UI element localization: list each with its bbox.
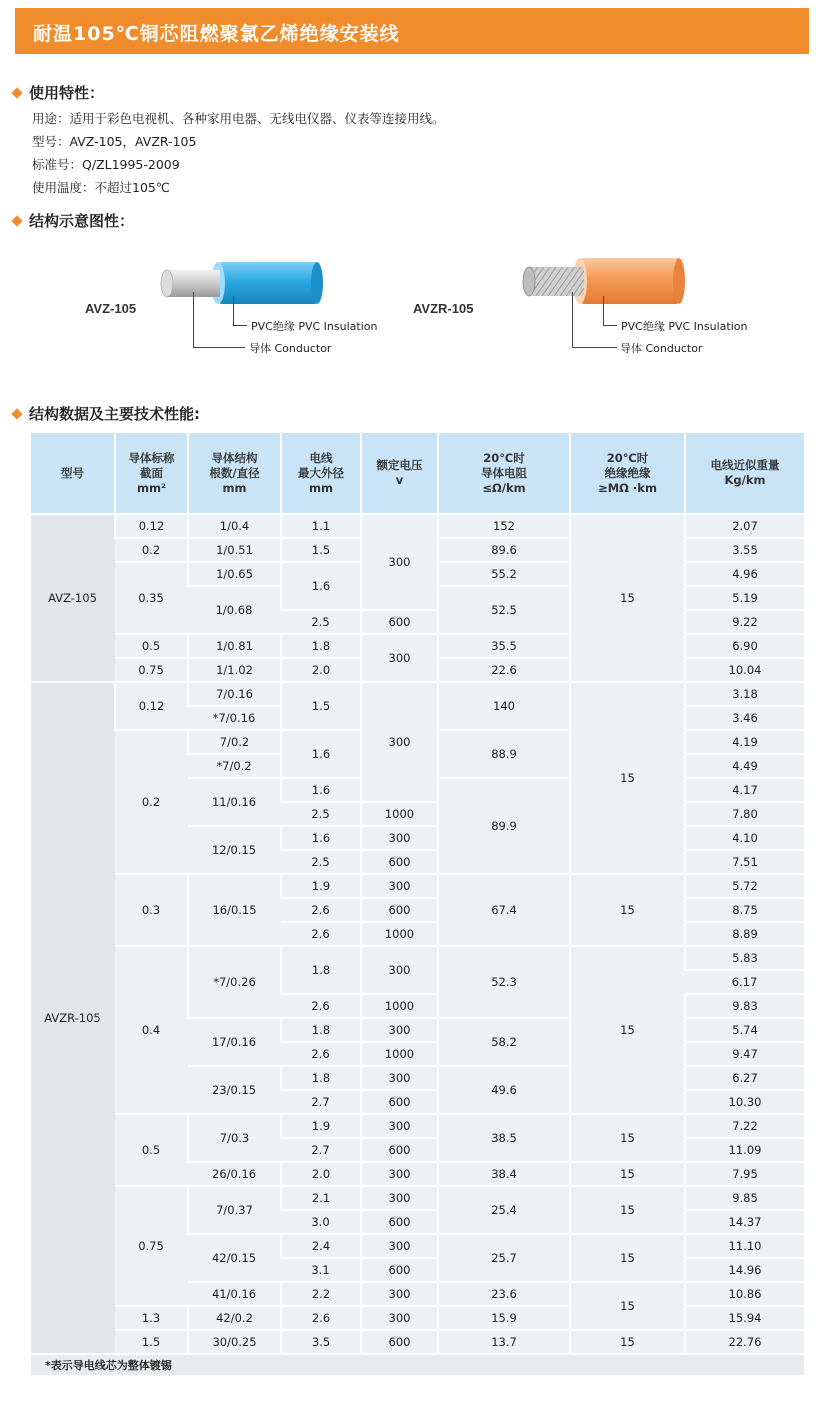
conductor-leader-line: [193, 292, 194, 348]
table-cell: 0.3: [115, 874, 188, 946]
table-cell: 25.7: [438, 1234, 570, 1282]
table-cell: 58.2: [438, 1018, 570, 1066]
table-cell: 1.6: [281, 778, 361, 802]
table-cell: 1.9: [281, 874, 361, 898]
table-cell: 1/0.4: [188, 514, 281, 538]
table-cell: 0.75: [115, 658, 188, 682]
table-note-row: [31, 1354, 804, 1376]
table-cell: 7.51: [685, 850, 804, 874]
title-banner: [15, 8, 809, 54]
table-cell: 8.75: [685, 898, 804, 922]
table-cell: 15: [570, 1162, 685, 1186]
avzr-model-label: AVZR-105: [413, 301, 474, 316]
table-cell: 300: [361, 874, 438, 898]
table-cell: 2.1: [281, 1186, 361, 1210]
table-cell: 3.55: [685, 538, 804, 562]
page-title: 耐温105℃铜芯阻燃聚氯乙烯绝缘安装线: [33, 23, 400, 45]
table-row: [31, 874, 804, 898]
table-cell: 300: [361, 682, 438, 802]
table-cell: 15: [570, 514, 685, 682]
table-cell: 2.6: [281, 994, 361, 1018]
table-cell: 600: [361, 610, 438, 634]
table-cell: 49.6: [438, 1066, 570, 1114]
table-cell: 1.8: [281, 946, 361, 994]
table-cell: *7/0.26: [188, 946, 281, 1018]
table-body: [31, 514, 804, 1376]
table-cell: 0.5: [115, 1114, 188, 1186]
table-cell: 10.86: [685, 1282, 804, 1306]
table-cell: 5.72: [685, 874, 804, 898]
column-header-line: 20℃时: [606, 450, 649, 465]
table-cell: 15: [570, 1330, 685, 1354]
table-cell: 30/0.25: [188, 1330, 281, 1354]
table-cell: 15: [570, 1186, 685, 1234]
table-cell: 600: [361, 1210, 438, 1234]
table-cell: 42/0.15: [188, 1234, 281, 1282]
column-header: [438, 433, 570, 514]
table-row: [31, 682, 804, 706]
table-cell: 17/0.16: [188, 1018, 281, 1066]
table-cell: 42/0.2: [188, 1306, 281, 1330]
table-cell: 15: [570, 946, 685, 1114]
column-header-line: mm: [222, 480, 247, 495]
column-header-line: ≥MΩ ·km: [598, 480, 657, 495]
table-cell: 3.5: [281, 1330, 361, 1354]
table-cell: 1.8: [281, 1066, 361, 1090]
table-cell: 1000: [361, 1042, 438, 1066]
table-cell: 0.35: [115, 562, 188, 634]
table-cell: 300: [361, 1066, 438, 1090]
table-cell: 12/0.15: [188, 826, 281, 874]
table-cell: 9.83: [685, 994, 804, 1018]
temperature-line: 使用温度：不超过105℃: [32, 180, 170, 195]
table-cell: 1000: [361, 802, 438, 826]
avz-wire-illustration: [160, 258, 325, 308]
table-cell: 3.0: [281, 1210, 361, 1234]
column-header-line: 电线: [309, 450, 333, 465]
table-cell: 600: [361, 1330, 438, 1354]
table-cell: 2.07: [685, 514, 804, 538]
insulation-leader-line: [603, 325, 617, 326]
table-cell: 6.27: [685, 1066, 804, 1090]
table-cell: 10.30: [685, 1090, 804, 1114]
avzr-conductor-callout: 导体 Conductor: [620, 342, 703, 355]
table-cell: 38.5: [438, 1114, 570, 1162]
table-cell: 35.5: [438, 634, 570, 658]
table-row: [31, 946, 804, 970]
diamond-bullet-icon: [11, 215, 22, 226]
structure-heading: 结构示意图性：: [13, 210, 134, 231]
conductor-leader-line: [193, 347, 245, 348]
table-cell: 89.9: [438, 778, 570, 874]
column-header-line: 导体结构: [211, 450, 258, 465]
table-cell: 2.5: [281, 850, 361, 874]
table-footnote: *表示导电线芯为整体镀锡: [31, 1354, 804, 1376]
table-cell: 55.2: [438, 562, 570, 586]
table-cell: 300: [361, 1162, 438, 1186]
column-header-line: 最大外径: [298, 465, 344, 480]
column-header-line: 导体标称: [128, 450, 175, 465]
table-cell: 38.4: [438, 1162, 570, 1186]
column-header-line: 额定电压: [376, 458, 423, 472]
table-cell: 5.19: [685, 586, 804, 610]
table-cell: 3.18: [685, 682, 804, 706]
table-cell: 52.3: [438, 946, 570, 1018]
table-cell: 23/0.15: [188, 1066, 281, 1114]
table-row: [31, 1330, 804, 1354]
table-cell: 4.10: [685, 826, 804, 850]
table-cell: 11/0.16: [188, 778, 281, 826]
table-cell: 7/0.3: [188, 1114, 281, 1162]
table-cell: 4.49: [685, 754, 804, 778]
table-cell: 41/0.16: [188, 1282, 281, 1306]
table-cell: 11.09: [685, 1138, 804, 1162]
table-cell: 300: [361, 1234, 438, 1258]
table-cell: 300: [361, 1282, 438, 1306]
table-cell: 0.2: [115, 730, 188, 874]
table-row: [31, 514, 804, 538]
table-cell: 2.7: [281, 1138, 361, 1162]
column-header: [31, 433, 115, 514]
table-cell: 15: [570, 1234, 685, 1282]
table-row: [31, 1186, 804, 1210]
standard-line: 标准号：Q/ZL1995-2009: [32, 157, 180, 172]
table-cell: 2.4: [281, 1234, 361, 1258]
table-cell: 1/0.65: [188, 562, 281, 586]
table-cell: 300: [361, 946, 438, 994]
table-cell: 0.75: [115, 1186, 188, 1306]
insulation-leader-line: [233, 296, 234, 326]
table-cell: 300: [361, 826, 438, 850]
table-cell: 300: [361, 514, 438, 610]
table-cell: 600: [361, 850, 438, 874]
table-cell: 1.3: [115, 1306, 188, 1330]
table-cell: 1.1: [281, 514, 361, 538]
table-cell: 2.6: [281, 898, 361, 922]
table-cell: 1/0.68: [188, 586, 281, 634]
table-row: [31, 634, 804, 658]
avzr-insulation-callout: PVC绝缘 PVC Insulation: [621, 320, 748, 333]
table-cell: 1.5: [281, 538, 361, 562]
table-cell: 16/0.15: [188, 874, 281, 946]
table-cell: 7/0.16: [188, 682, 281, 706]
table-cell: *7/0.16: [188, 706, 281, 730]
table-cell: 6.17: [685, 970, 804, 994]
table-cell: 2.5: [281, 802, 361, 826]
column-header-line: 导体电阻: [481, 465, 527, 480]
table-cell: 1.6: [281, 826, 361, 850]
table-cell: AVZ-105: [31, 514, 115, 682]
table-cell: 1/0.51: [188, 538, 281, 562]
table-cell: 22.6: [438, 658, 570, 682]
table-cell: 2.0: [281, 1162, 361, 1186]
table-cell: 5.83: [685, 946, 804, 970]
column-header-line: 截面: [140, 465, 163, 480]
table-cell: 0.12: [115, 514, 188, 538]
table-cell: 15.9: [438, 1306, 570, 1330]
table-cell: 14.37: [685, 1210, 804, 1234]
table-cell: 1.9: [281, 1114, 361, 1138]
column-header-line: 电线近似重量: [710, 458, 780, 472]
column-header-line: mm²: [136, 480, 166, 495]
table-cell: 0.4: [115, 946, 188, 1114]
table-cell: 2.6: [281, 1306, 361, 1330]
column-header-line: mm: [309, 480, 333, 495]
table-cell: 5.74: [685, 1018, 804, 1042]
table-cell: 140: [438, 682, 570, 730]
table-cell: 300: [361, 1186, 438, 1210]
table-cell: 3.46: [685, 706, 804, 730]
column-header: [281, 433, 361, 514]
table-cell: 15.94: [685, 1306, 804, 1330]
table-cell: 0.5: [115, 634, 188, 658]
table-cell: 9.22: [685, 610, 804, 634]
column-header: [188, 433, 281, 514]
column-header: [361, 433, 438, 514]
table-cell: 4.17: [685, 778, 804, 802]
avz-conductor-callout: 导体 Conductor: [249, 342, 332, 355]
table-row: [31, 1306, 804, 1330]
table-header-row: [31, 433, 804, 514]
table-cell: 2.2: [281, 1282, 361, 1306]
table-cell: 2.5: [281, 610, 361, 634]
table-cell: 25.4: [438, 1186, 570, 1234]
table-cell: 4.19: [685, 730, 804, 754]
table-cell: 67.4: [438, 874, 570, 946]
table-cell: 10.04: [685, 658, 804, 682]
model-line: 型号：AVZ-105，AVZR-105: [32, 134, 197, 149]
avz-model-label: AVZ-105: [85, 301, 137, 316]
conductor-leader-line: [572, 347, 617, 348]
technical-data-table: [31, 433, 804, 1377]
table-cell: 1.5: [281, 682, 361, 730]
table-cell: *7/0.2: [188, 754, 281, 778]
table-cell: AVZR-105: [31, 682, 115, 1354]
avzr-wire-illustration: [522, 254, 687, 308]
table-cell: 2.0: [281, 658, 361, 682]
table-cell: 300: [361, 1018, 438, 1042]
usage-line: 用途：适用于彩色电视机、各种家用电器、无线电仪器、仪表等连接用线。: [32, 111, 445, 126]
table-cell: 15: [570, 1114, 685, 1162]
table-cell: 7.80: [685, 802, 804, 826]
table-cell: 0.12: [115, 682, 188, 730]
column-header-line: Kg/km: [724, 473, 766, 487]
table-cell: 1.8: [281, 634, 361, 658]
column-header-line: ≤Ω/km: [482, 480, 526, 495]
avz-insulation-callout: PVC绝缘 PVC Insulation: [251, 320, 378, 333]
table-cell: 22.76: [685, 1330, 804, 1354]
data-heading: 结构数据及主要技术性能:: [13, 403, 200, 424]
column-header: [115, 433, 188, 514]
table-cell: 7/0.2: [188, 730, 281, 754]
table-cell: 14.96: [685, 1258, 804, 1282]
table-cell: 8.89: [685, 922, 804, 946]
table-cell: 9.47: [685, 1042, 804, 1066]
diamond-bullet-icon: [11, 87, 22, 98]
column-header-line: 绝缘绝缘: [604, 465, 651, 480]
table-cell: 13.7: [438, 1330, 570, 1354]
features-heading: 使用特性：: [13, 82, 104, 103]
table-cell: 0.2: [115, 538, 188, 562]
table-cell: 152: [438, 514, 570, 538]
table-cell: 600: [361, 1090, 438, 1114]
column-header-line: 20℃时: [483, 450, 525, 465]
table-cell: 300: [361, 634, 438, 682]
insulation-leader-line: [233, 325, 247, 326]
table-cell: 1.6: [281, 730, 361, 778]
table-cell: 600: [361, 1258, 438, 1282]
table-cell: 2.6: [281, 922, 361, 946]
table-cell: 600: [361, 898, 438, 922]
table-cell: 26/0.16: [188, 1162, 281, 1186]
table-cell: 1.8: [281, 1018, 361, 1042]
table-cell: 15: [570, 874, 685, 946]
table-row: [31, 1114, 804, 1138]
column-header-line: 根数/直径: [209, 465, 260, 480]
table-cell: 4.96: [685, 562, 804, 586]
table-cell: 300: [361, 1114, 438, 1138]
table-cell: 15: [570, 682, 685, 874]
table-cell: 7.22: [685, 1114, 804, 1138]
table-cell: 1.5: [115, 1330, 188, 1354]
table-cell: 7/0.37: [188, 1186, 281, 1234]
table-cell: 89.6: [438, 538, 570, 562]
table-cell: 6.90: [685, 634, 804, 658]
table-cell: 23.6: [438, 1282, 570, 1306]
diamond-bullet-icon: [11, 408, 22, 419]
table-cell: 600: [361, 1138, 438, 1162]
table-cell: 7.95: [685, 1162, 804, 1186]
table-cell: 88.9: [438, 730, 570, 778]
table-cell: 15: [570, 1282, 685, 1330]
table-cell: 3.1: [281, 1258, 361, 1282]
column-header: [685, 433, 804, 514]
column-header-line: v: [395, 473, 404, 487]
table-cell: 2.6: [281, 1042, 361, 1066]
table-cell: 1.6: [281, 562, 361, 610]
column-header-line: 型号: [61, 465, 84, 480]
table-cell: 1/0.81: [188, 634, 281, 658]
table-cell: 1/1.02: [188, 658, 281, 682]
table-cell: 52.5: [438, 586, 570, 634]
table-cell: 1000: [361, 922, 438, 946]
insulation-leader-line: [603, 296, 604, 326]
table-cell: 9.85: [685, 1186, 804, 1210]
conductor-leader-line: [572, 292, 573, 348]
table-cell: 11.10: [685, 1234, 804, 1258]
table-cell: 300: [361, 1306, 438, 1330]
table-cell: 1000: [361, 994, 438, 1018]
column-header: [570, 433, 685, 514]
table-cell: 2.7: [281, 1090, 361, 1114]
